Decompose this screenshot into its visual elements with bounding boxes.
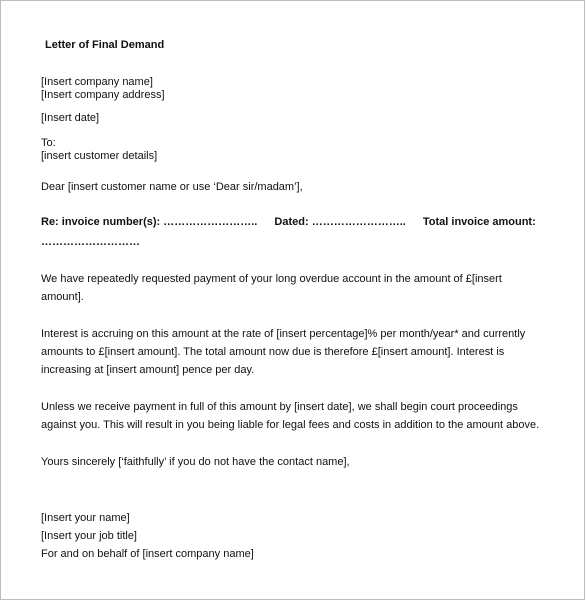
signature-title: [Insert your job title] bbox=[41, 530, 137, 542]
reference-total-dots: ……………………… bbox=[41, 236, 140, 248]
paragraph-3-line-2: against you. This will result in you being liable for legal fees and costs in addition to the amount above. bbox=[41, 419, 540, 431]
reference-invoice: Re: invoice number(s): …………………….. bbox=[41, 216, 258, 228]
paragraph-2-line-1: Interest is accruing on this amount at the rate of [insert percentage]% per month/year* and currently bbox=[41, 328, 526, 340]
to-label: To: bbox=[41, 137, 56, 149]
customer-details: [insert customer details] bbox=[41, 150, 158, 162]
paragraph-1-line-2: amount]. bbox=[41, 291, 84, 303]
paragraph-3-line-1: Unless we receive payment in full of this amount by [insert date], we shall begin court proceedings bbox=[41, 401, 518, 413]
closing: Yours sincerely [‘faithfully’ if you do not have the contact name], bbox=[41, 456, 350, 468]
reference-line bbox=[41, 215, 536, 229]
reference-dated: Dated: …………………….. bbox=[274, 216, 406, 228]
paragraph-2-line-2: amounts to £[insert amount]. The total amount now due is therefore £[insert amount]. Interest is bbox=[41, 346, 505, 358]
salutation: Dear [insert customer name or use ‘Dear sir/madam’], bbox=[41, 181, 303, 193]
paragraph-2-line-3: increasing at [insert amount] pence per day. bbox=[41, 364, 255, 376]
letter-title: Letter of Final Demand bbox=[45, 39, 165, 51]
paragraph-1-line-1: We have repeatedly requested payment of your long overdue account in the amount of £[insert bbox=[41, 273, 502, 285]
signature-name: [Insert your name] bbox=[41, 512, 130, 524]
company-address: [Insert company address] bbox=[41, 89, 165, 101]
company-name: [Insert company name] bbox=[41, 76, 153, 88]
letter-date: [Insert date] bbox=[41, 112, 100, 124]
signature-behalf: For and on behalf of [insert company name] bbox=[41, 548, 254, 560]
reference-total: Total invoice amount: bbox=[422, 216, 536, 228]
